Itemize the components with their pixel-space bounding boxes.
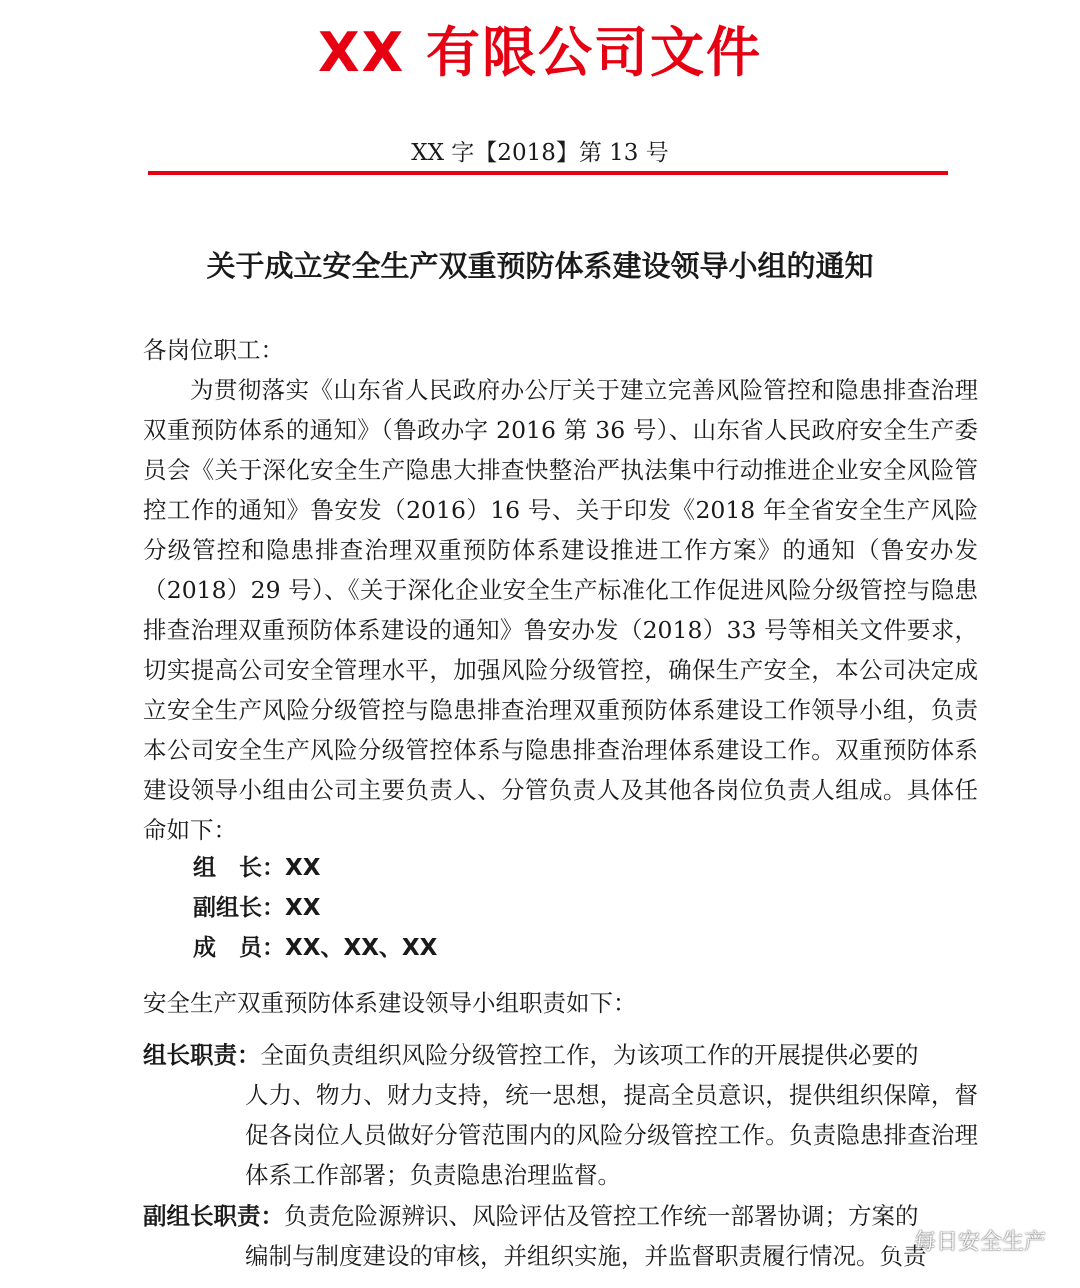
duties-intro: 安全生产双重预防体系建设领导小组职责如下： [143,989,637,1017]
appointment-value: XX、XX、XX [285,935,438,961]
deputy-duties-label: 副组长职责： [143,1202,284,1230]
appointment-label: 副组长： [193,895,285,921]
appointment-label: 成 员： [193,935,285,961]
appointment-label: 组 长： [193,855,285,881]
notice-title: 关于成立安全生产双重预防体系建设领导小组的通知 [206,249,874,283]
company-header-title: XX 有限公司文件 [317,21,763,84]
wechat-icon [882,1227,908,1253]
appointment-value: XX [285,855,321,881]
leader-duties-lead [143,1035,978,1075]
source-watermark [882,1222,1046,1258]
leader-duties [143,1035,978,1195]
deputy-duties-lead [143,1196,978,1236]
appointment-leader [193,848,320,888]
document-number: XX 字【2018】第 13 号 [411,140,669,166]
leader-duties-continuation: 人力、物力、财力支持，统一思想，提高全员意识，提供组织保障，督促各岗位人员做好分管范围内的风险分级管控工作。负责隐患排查治理体系工作部署；负责隐患治理监督。 [245,1081,978,1189]
appointment-deputy [193,888,320,928]
deputy-duties [143,1196,978,1276]
watermark-text: 每日安全生产 [913,1229,1046,1255]
red-divider-line [148,171,948,175]
leader-duties-label: 组长职责： [143,1041,261,1069]
salutation: 各岗位职工： [143,336,284,364]
appointment-value: XX [285,895,321,921]
leader-duties-first-line: 全面负责组织风险分级管控工作，为该项工作的开展提供必要的 [260,1041,919,1069]
deputy-duties-first-line: 负责危险源辨识、风险评估及管控工作统一部署协调；方案的 [284,1202,919,1230]
notice-paragraph: 为贯彻落实《山东省人民政府办公厅关于建立完善风险管控和隐患排查治理双重预防体系的通知》（鲁政办字 2016 第 36 号）、山东省人民政府安全生产委员会《关于深化安全生产隐患大排查快整治严执法集中行动推进企业安全风险管控工作的通知》鲁安发（2016）16 号、关于印发《2018 年全省安全生产风险分级管控和隐患排查治理双重预防体系建设推进工作方案》的通知（鲁安办发（2018）29 号）、《关于深化企业安全生产标准化工作促进风险分级管控与隐患排查治理双重预防体系建设的通知》鲁安办发（2018）33 号等相关文件要求，切实提高公司安全管理水平，加强风险分级管控，确保生产安全，本公司决定成立安全生产风险分级管控与隐患排查治理双重预防体系建设工作领导小组，负责本公司安全生产风险分级管控体系与隐患排查治理体系建设工作。双重预防体系建设领导小组由公司主要负责人、分管负责人及其他各岗位负责人组成。具体任命如下： [143,376,978,844]
deputy-duties-continuation: 编制与制度建设的审核，并组织实施，并监督职责履行情况。负责 [245,1242,927,1270]
appointment-members [193,928,437,968]
